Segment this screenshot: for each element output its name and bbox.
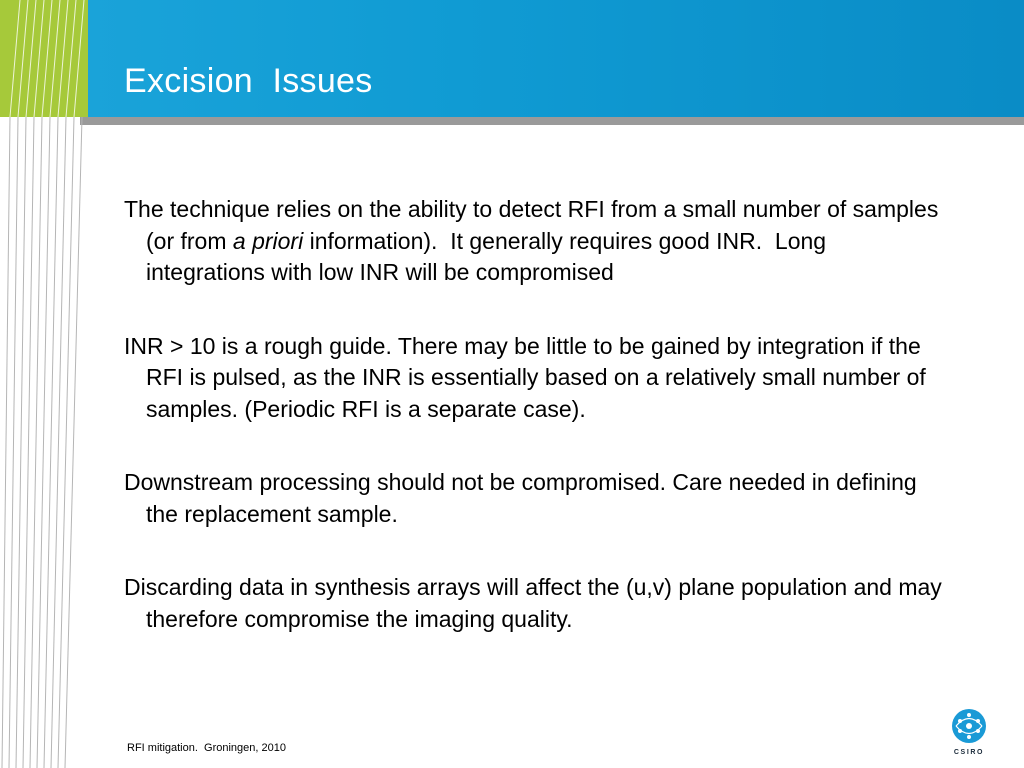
paragraph-inr-guide: INR > 10 is a rough guide. There may be little to be gained by integration if the RFI is pulsed, as the INR is essentially based on a relatively small number of samples. (Periodic RFI is a separate case). xyxy=(124,332,926,422)
slide-footer: RFI mitigation. Groningen, 2010 xyxy=(127,742,286,754)
paragraph-technique-text: The technique relies on the ability to detect RFI from a small number of samples (or from xyxy=(124,196,945,254)
paragraph-technique-text-end: information). It generally requires good INR. Long integrations with low INR will be compromised xyxy=(146,227,833,285)
paragraph-downstream: Downstream processing should not be compromised. Care needed in defining the replacement sample. xyxy=(124,469,917,527)
csiro-logo-icon xyxy=(946,707,992,757)
decorative-stripes xyxy=(0,0,90,768)
paragraph-synthesis: Discarding data in synthesis arrays will affect the (u,v) plane population and may therefore compromise the imaging quality. xyxy=(124,574,942,632)
slide-body xyxy=(124,194,944,677)
header-divider xyxy=(80,117,1024,125)
paragraph-technique-emphasis: a priori xyxy=(232,227,304,254)
paragraph-technique xyxy=(124,194,944,289)
svg-text:CSIRO: CSIRO xyxy=(953,749,985,756)
slide-title: Excision Issues xyxy=(124,62,373,100)
